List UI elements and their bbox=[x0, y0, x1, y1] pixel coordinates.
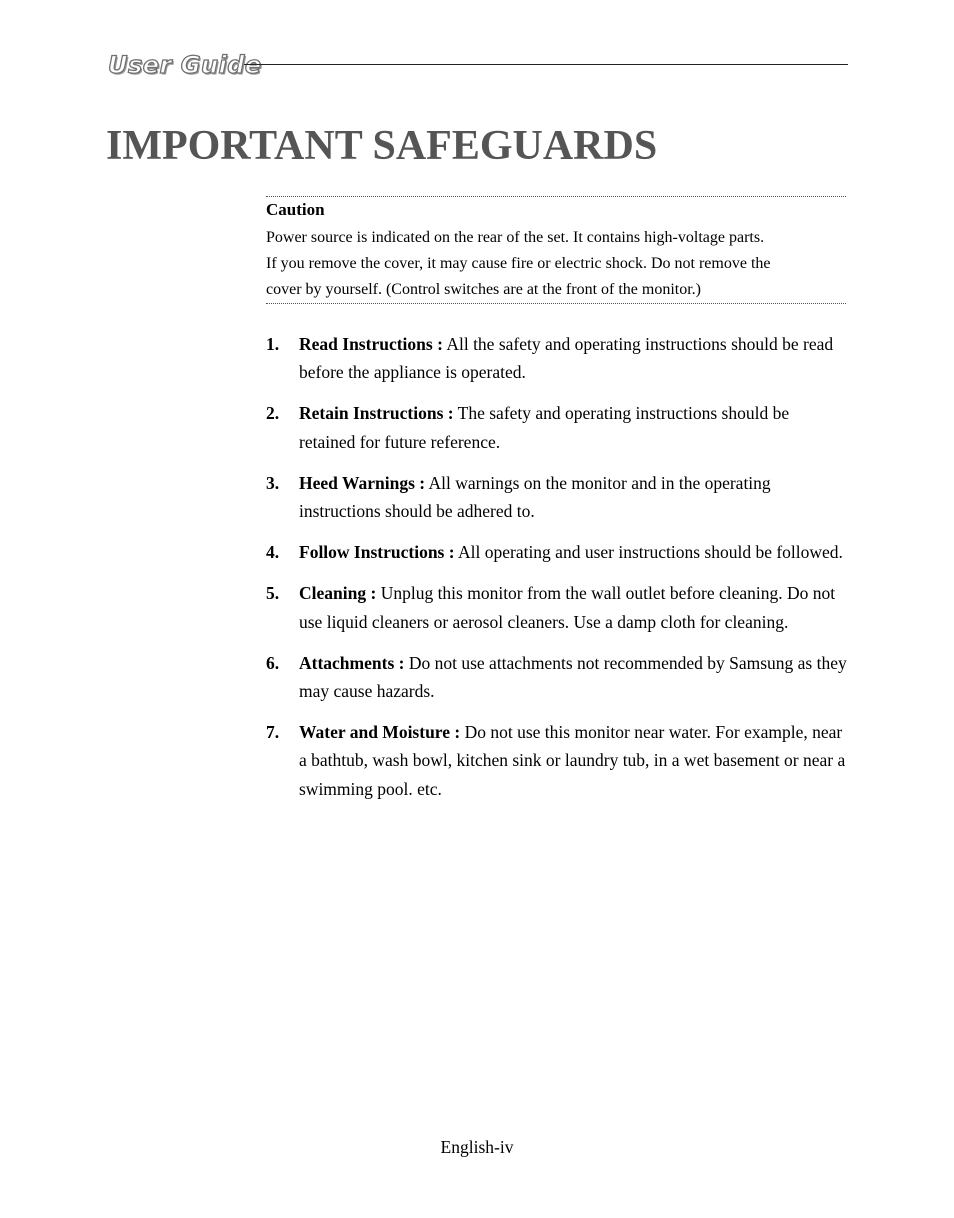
item-title: Read Instructions : bbox=[299, 334, 443, 354]
item-title: Water and Moisture : bbox=[299, 722, 461, 743]
item-text: All warnings on the monitor and in the operating instructions should be adhered to. bbox=[299, 472, 771, 522]
header-rule bbox=[244, 64, 848, 65]
user-guide-logo: User Guide bbox=[108, 51, 262, 79]
item-text: Unplug this monitor from the wall outlet before cleaning. Do not use liquid cleaners or aerosol cleaners. Use a damp cloth for cleaning. bbox=[299, 583, 836, 632]
item-number: 6. bbox=[266, 652, 280, 673]
safeguards-list bbox=[266, 330, 848, 816]
safeguard-item bbox=[266, 579, 848, 635]
item-text: All the safety and operating instructions should be read before the appliance is operated. bbox=[299, 334, 834, 383]
caution-line: Power source is indicated on the rear of the set. It contains high-voltage parts. bbox=[266, 229, 765, 246]
item-title: Heed Warnings : bbox=[299, 472, 426, 493]
item-number: 5. bbox=[266, 583, 280, 604]
item-number: 3. bbox=[266, 472, 280, 493]
item-number: 4. bbox=[266, 542, 280, 563]
caution-title: Caution bbox=[266, 200, 325, 219]
item-title: Cleaning : bbox=[299, 583, 377, 604]
safeguard-item bbox=[266, 469, 848, 525]
caution-line: If you remove the cover, it may cause fire or electric shock. Do not remove the bbox=[266, 255, 771, 272]
page-title: IMPORTANT SAFEGUARDS bbox=[106, 123, 658, 169]
caution-box bbox=[266, 196, 846, 304]
safeguard-item bbox=[266, 538, 848, 566]
item-number: 7. bbox=[266, 722, 280, 743]
item-title: Attachments : bbox=[299, 652, 405, 673]
item-title: Retain Instructions : bbox=[299, 403, 454, 424]
safeguard-item bbox=[266, 399, 848, 455]
item-text: Do not use this monitor near water. For example, near a bathtub, wash bowl, kitchen sink or laundry tub, in a wet basement or near a swimming pool. etc. bbox=[299, 722, 846, 799]
item-title: Follow Instructions : bbox=[299, 542, 455, 563]
safeguard-item bbox=[266, 649, 848, 705]
item-text: Do not use attachments not recommended by Samsung as they may cause hazards. bbox=[299, 652, 847, 702]
caution-text bbox=[266, 225, 846, 303]
item-number: 1. bbox=[266, 334, 280, 354]
item-number: 2. bbox=[266, 403, 280, 424]
item-text: All operating and user instructions should be followed. bbox=[457, 542, 843, 563]
safeguard-item bbox=[266, 718, 848, 803]
safeguard-item bbox=[266, 330, 848, 386]
page-number: English-iv bbox=[440, 1137, 514, 1157]
caution-line: cover by yourself. (Control switches are at the front of the monitor.) bbox=[266, 281, 701, 298]
item-text: The safety and operating instructions should be retained for future reference. bbox=[299, 403, 790, 452]
